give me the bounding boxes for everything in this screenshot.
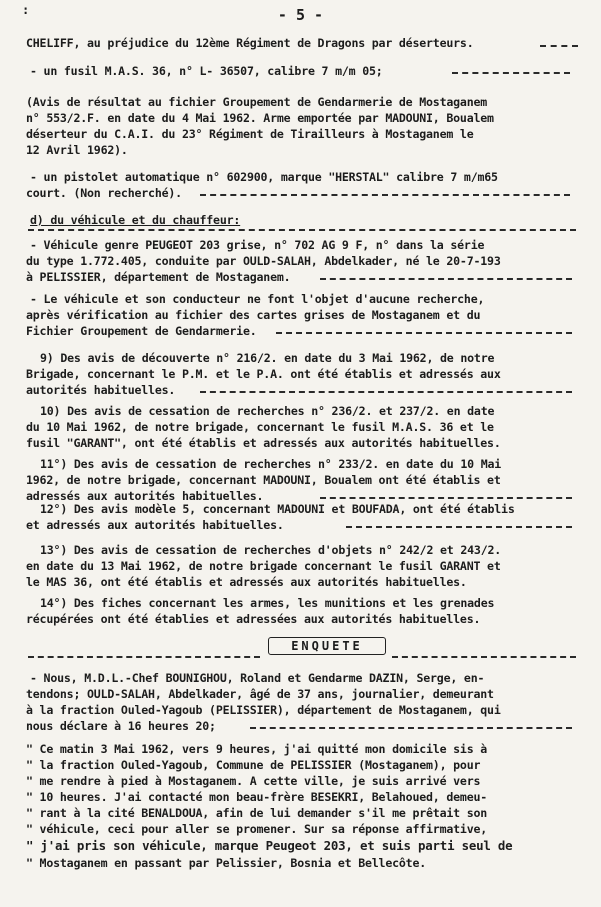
text-line: autorités habituelles. xyxy=(26,383,176,397)
text-line: 14°) Des fiches concernant les armes, les munitions et les grenades xyxy=(40,596,495,610)
text-line: du type 1.772.405, conduite par OULD-SALAH, Abdelkader, né le 20-7-193 xyxy=(26,254,501,268)
text-line: Fichier Groupement de Gendarmerie. xyxy=(26,324,257,338)
text-line: " véhicule, ceci pour aller se promener. Sur sa réponse affirmative, xyxy=(26,822,488,836)
text-line: " me rendre à pied à Mostaganem. A cette ville, je suis arrivé vers xyxy=(26,774,481,788)
margin-mark: : xyxy=(22,3,30,17)
text-line: " la fraction Ouled-Yagoub, Commune de PELISSIER (Mostaganem), pour xyxy=(26,758,481,772)
text-line: " Mostaganem en passant par Pelissier, Bosnia et Bellecôte. xyxy=(26,856,427,870)
text-line: (Avis de résultat au fichier Groupement de Gendarmerie de Mostaganem xyxy=(26,95,488,109)
text-line: " Ce matin 3 Mai 1962, vers 9 heures, j'ai quitté mon domicile sis à xyxy=(26,742,488,756)
text-line: après vérification au fichier des cartes grises de Mostaganem et du xyxy=(26,308,481,322)
dash-filler xyxy=(28,656,260,658)
text-line: 9) Des avis de découverte n° 216/2. en date du 3 Mai 1962, de notre xyxy=(40,351,495,365)
dash-filler xyxy=(346,526,572,528)
text-line: - Véhicule genre PEUGEOT 203 grise, n° 702 AG 9 F, n° dans la série xyxy=(30,238,485,252)
text-line: - Le véhicule et son conducteur ne font l'objet d'aucune recherche, xyxy=(30,292,485,306)
dash-filler xyxy=(392,656,576,658)
section-heading: d) du véhicule et du chauffeur: xyxy=(30,213,241,227)
text-line: - Nous, M.D.L.-Chef BOUNIGHOU, Roland et Gendarme DAZIN, Serge, en- xyxy=(30,671,485,685)
text-line: adressés aux autorités habituelles. xyxy=(26,489,264,503)
page-number: - 5 - xyxy=(277,6,324,24)
enquete-heading: ENQUETE xyxy=(268,637,386,655)
dash-filler xyxy=(200,391,572,393)
dash-filler xyxy=(276,332,572,334)
text-line: " j'ai pris son véhicule, marque Peugeot 203, et suis parti seul de xyxy=(26,838,513,853)
text-line: le MAS 36, ont été établis et adressés aux autorités habituelles. xyxy=(26,575,467,589)
text-line: Brigade, concernant le P.M. et le P.A. ont été établis et adressés aux xyxy=(26,367,501,381)
text-line: " rant à la cité BENALDOUA, afin de lui demander s'il me prêtait son xyxy=(26,806,488,820)
text-line: 12 Avril 1962). xyxy=(26,143,128,157)
text-line: et adressés aux autorités habituelles. xyxy=(26,518,284,532)
dash-filler xyxy=(540,45,578,47)
dash-filler xyxy=(452,72,570,74)
dash-filler xyxy=(250,727,572,729)
text-line: du 10 Mai 1962, de notre brigade, concernant le fusil M.A.S. 36 et le xyxy=(26,420,494,434)
text-line: nous déclare à 16 heures 20; xyxy=(26,719,216,733)
text-line: court. (Non recherché). xyxy=(26,186,182,200)
text-line: CHELIFF, au préjudice du 12ème Régiment de Dragons par déserteurs. xyxy=(26,36,474,50)
text-line: à PELISSIER, département de Mostaganem. xyxy=(26,270,291,284)
dash-filler xyxy=(28,229,576,231)
text-line: tendons; OULD-SALAH, Abdelkader, âgé de 37 ans, journalier, demeurant xyxy=(26,687,494,701)
text-line: 10) Des avis de cessation de recherches n° 236/2. et 237/2. en date xyxy=(40,404,495,418)
text-line: en date du 13 Mai 1962, de notre brigade concernant le fusil GARANT et xyxy=(26,559,501,573)
text-line: à la fraction Ouled-Yagoub (PELISSIER), département de Mostaganem, qui xyxy=(26,703,501,717)
text-line: récupérées ont été établies et adressées aux autorités habituelles. xyxy=(26,612,481,626)
text-line: fusil "GARANT", ont été établis et adressés aux autorités habituelles. xyxy=(26,436,501,450)
dash-filler xyxy=(200,194,570,196)
text-line: - un fusil M.A.S. 36, n° L- 36507, calibre 7 m/m 05; xyxy=(30,64,383,78)
dash-filler xyxy=(320,497,572,499)
text-line: 13°) Des avis de cessation de recherches d'objets n° 242/2 et 243/2. xyxy=(40,543,502,557)
text-line: déserteur du C.A.I. du 23° Régiment de Tirailleurs à Mostaganem le xyxy=(26,127,474,141)
text-line: 1962, de notre brigade, concernant MADOUNI, Boualem ont été établis et xyxy=(26,473,501,487)
text-line: 12°) Des avis modèle 5, concernant MADOUNI et BOUFADA, ont été établis xyxy=(40,502,515,516)
text-line: 11°) Des avis de cessation de recherches n° 233/2. en date du 10 Mai xyxy=(40,457,502,471)
text-line: n° 553/2.F. en date du 4 Mai 1962. Arme emportée par MADOUNI, Boualem xyxy=(26,111,494,125)
text-line: - un pistolet automatique n° 602900, marque "HERSTAL" calibre 7 m/m65 xyxy=(30,170,498,184)
dash-filler xyxy=(320,278,572,280)
text-line: " 10 heures. J'ai contacté mon beau-frère BESEKRI, Belahoued, demeu- xyxy=(26,790,488,804)
